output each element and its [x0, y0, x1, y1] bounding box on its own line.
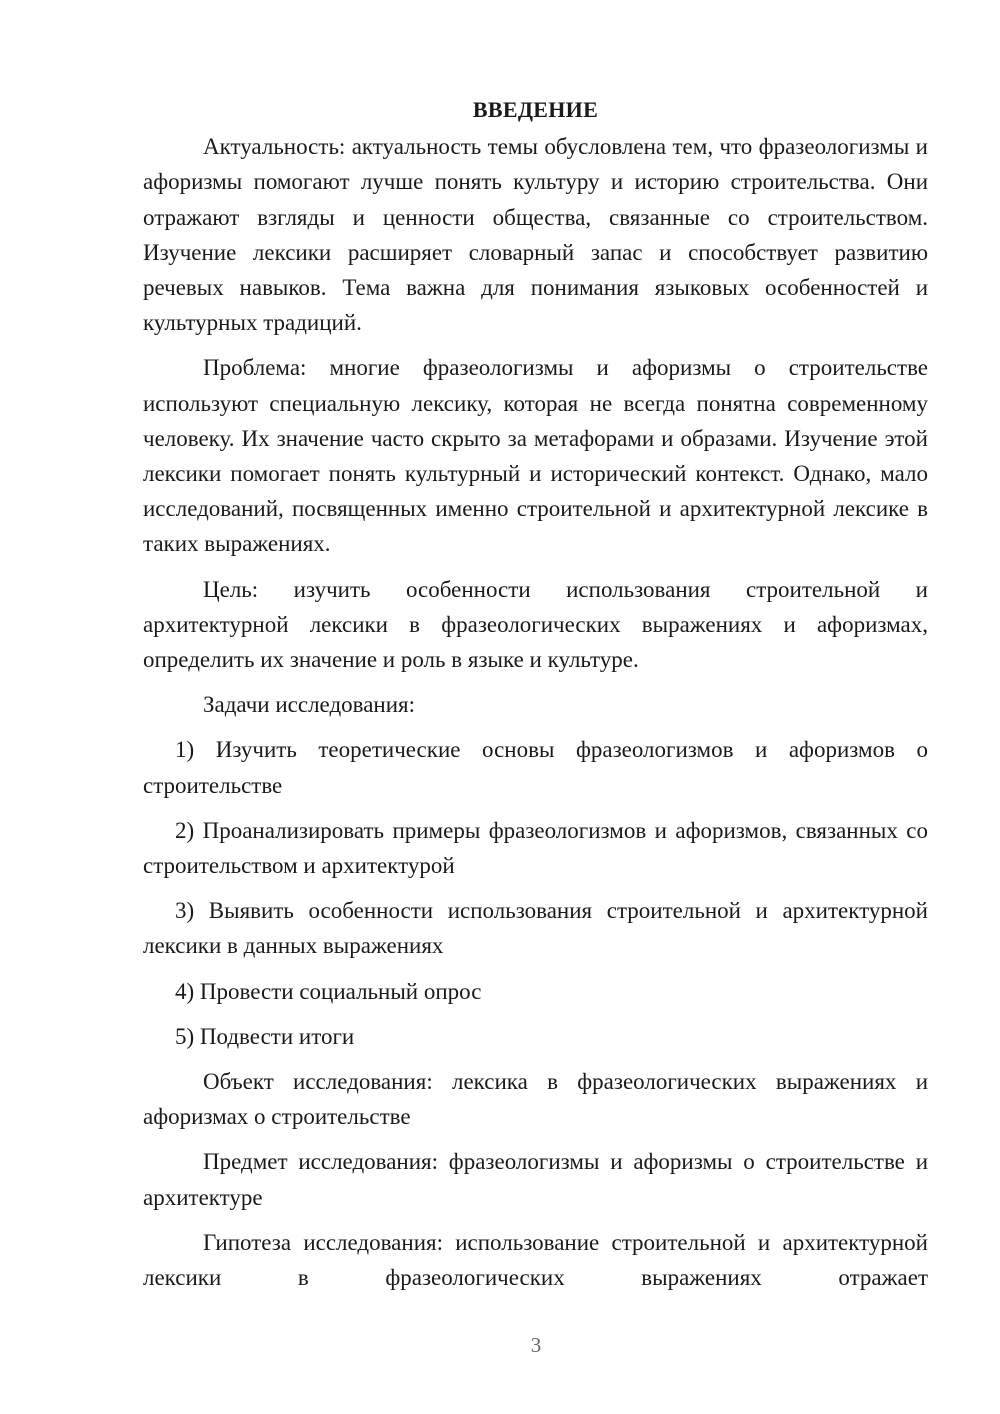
- task-item-5: 5) Подвести итоги: [175, 1023, 355, 1049]
- document-page: [143, 92, 928, 1305]
- task-item-1: 1) Изучить теоретические основы фразеологизмов и афоризмов о строительстве: [143, 737, 928, 798]
- paragraph-subject: Предмет исследования: фразеологизмы и афоризмы о строительстве и архитектуре: [143, 1149, 928, 1210]
- page-number: 3: [530, 1333, 542, 1357]
- section-title: ВВЕДЕНИЕ: [472, 97, 599, 122]
- paragraph-problem: Проблема: многие фразеологизмы и афоризмы о строительстве используют специальную лексику, которая не всегда понятна современному человеку. Их значение часто скрыто за метафорами и образами. Изучение этой лексики помогает понять культурный и исторический контекст. Однако, мало исследований, посвященных именно строительной и архитектурной лексике в таких выражениях.: [143, 355, 928, 557]
- paragraph-relevance: Актуальность: актуальность темы обусловлена тем, что фразеологизмы и афоризмы помогают лучше понять культуру и историю строительства. Они отражают взгляды и ценности общества, связанные со строительством. Изучение лексики расширяет словарный запас и способствует развитию речевых навыков. Тема важна для понимания языковых особенностей и культурных традиций.: [143, 134, 928, 336]
- task-item-2: 2) Проанализировать примеры фразеологизмов и афоризмов, связанных со строительством и архитектурой: [143, 817, 928, 879]
- task-item-4: 4) Провести социальный опрос: [175, 978, 482, 1004]
- task-item-3: 3) Выявить особенности использования строительной и архитектурной лексики в данных выражениях: [143, 898, 928, 959]
- tasks-heading: Задачи исследования:: [203, 692, 416, 718]
- paragraph-hypothesis: Гипотеза исследования: использование строительной и архитектурной лексики в фразеологических выражениях отражает: [143, 1229, 928, 1291]
- paragraph-object: Объект исследования: лексика в фразеологических выражениях и афоризмах о строительстве: [143, 1069, 928, 1130]
- paragraph-goal: Цель: изучить особенности использования строительной и архитектурной лексики в фразеологических выражениях и афоризмах, определить их значение и роль в языке и культуре.: [143, 576, 928, 673]
